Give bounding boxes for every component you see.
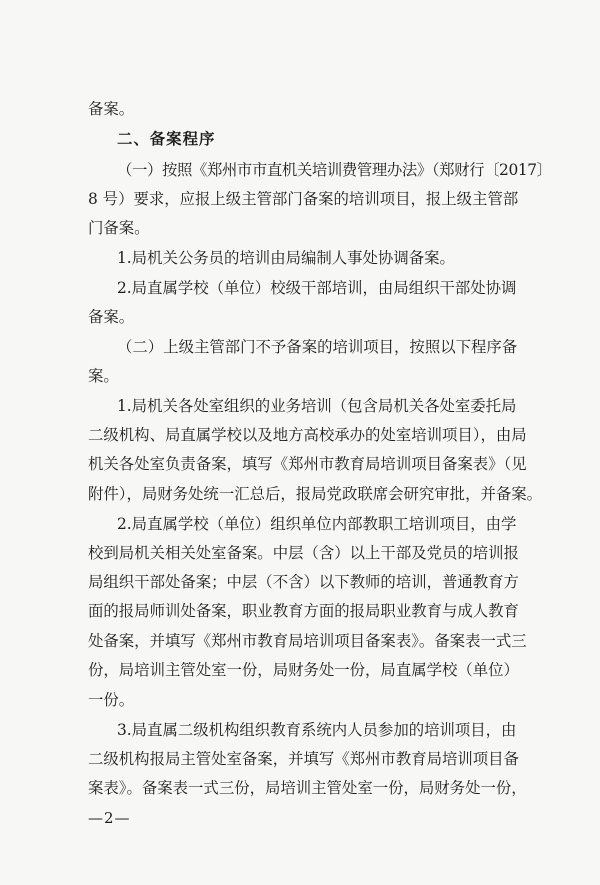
- text-line: 备案。: [88, 100, 135, 118]
- text-line: 校到局机关相关处室备案。中层（含）以上干部及党员的培训报: [88, 544, 519, 562]
- text-line: 一份。: [88, 691, 135, 709]
- text-line: 1.局机关公务员的培训由局编制人事处协调备案。: [117, 249, 455, 267]
- text-line: 附件），局财务处统一汇总后，报局党政联席会研究审批，并备案。: [88, 485, 543, 503]
- text-line: 门备案。: [88, 219, 150, 237]
- text-line: 3.局直属二级机构组织教育系统内人员参加的培训项目，由: [117, 721, 517, 739]
- page-number: —2—: [88, 809, 131, 827]
- text-line: 局组织干部处备案；中层（不含）以下教师的培训，普通教育方: [88, 573, 519, 591]
- text-line: 2.局直属学校（单位）校级干部培训，由局组织干部处协调: [117, 279, 517, 297]
- text-line: 份，局培训主管处室一份，局财务处一份，局直属学校（单位）: [88, 661, 519, 679]
- text-line: 面的报局师训处备案，职业教育方面的报局职业教育与成人教育: [88, 602, 519, 620]
- text-line: 1.局机关各处室组织的业务培训（包含局机关各处室委托局: [117, 397, 517, 415]
- text-line: （二）上级主管部门不予备案的培训项目，按照以下程序备: [117, 338, 518, 356]
- text-line: 二级机构、局直属学校以及地方高校承办的处室培训项目），由局: [88, 426, 527, 444]
- text-line: 案表》。备案表一式三份，局培训主管处室一份，局财务处一份，: [88, 779, 527, 797]
- text-line: 二级机构报局主管处室备案，并填写《郑州市教育局培训项目备: [88, 750, 519, 768]
- text-line: 处备案，并填写《郑州市教育局培训项目备案表》。备案表一式三: [88, 632, 527, 650]
- text-line: 机关各处室负责备案，填写《郑州市教育局培训项目备案表》（见: [88, 455, 527, 473]
- text-line: 备案。: [88, 308, 135, 326]
- text-line: （一）按照《郑州市市直机关培训费管理办法》（郑财行〔2017〕: [117, 161, 552, 179]
- text-line: 8 号）要求，应报上级主管部门备案的培训项目，报上级主管部: [88, 190, 519, 208]
- section-heading: 二、备案程序: [117, 130, 216, 148]
- text-line: 2.局直属学校（单位）组织单位内部教职工培训项目，由学: [117, 515, 517, 533]
- text-line: 案。: [88, 367, 119, 385]
